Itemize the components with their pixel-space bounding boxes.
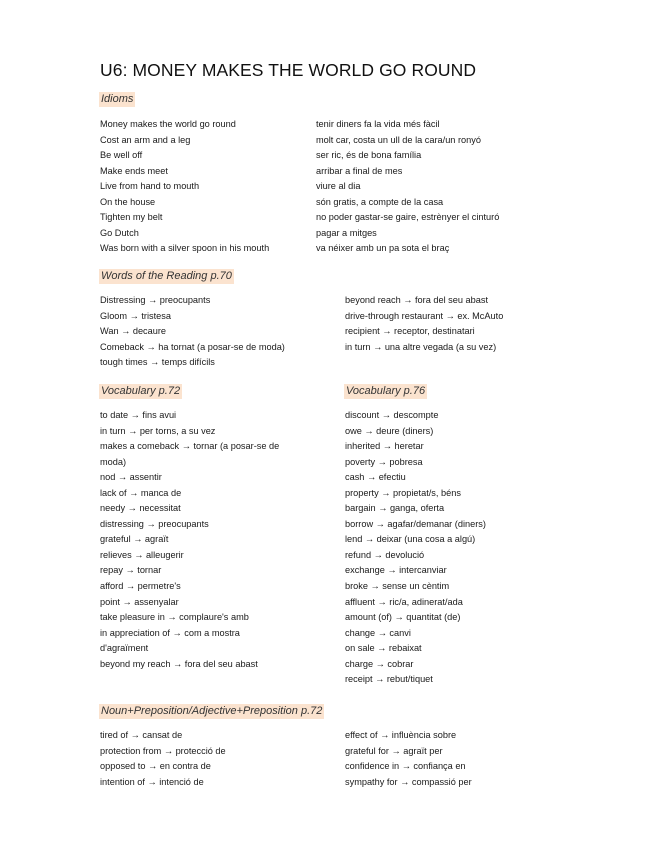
idiom-item: Tighten my belt	[100, 212, 163, 223]
vocab-item: discount → descompte	[345, 410, 439, 420]
vocab-item: distressing → preocupants	[100, 518, 209, 529]
vocab-item: moda)	[100, 456, 127, 467]
noun-prep-item: sympathy for → compassió per	[345, 776, 472, 787]
vocab-item: relieves → alleugerir	[100, 549, 184, 560]
noun-prep-item: grateful for → agraït per	[345, 745, 443, 756]
vocab-item: charge → cobrar	[345, 658, 414, 669]
vocab-item: borrow → agafar/demanar (diners)	[345, 518, 486, 529]
reading-item: drive-through restaurant → ex. McAuto	[345, 310, 504, 321]
vocab76-column	[345, 408, 486, 688]
vocab-item: poverty → pobresa	[345, 456, 423, 467]
reading-left-column	[100, 293, 285, 371]
idiom-item: Cost an arm and a leg	[100, 134, 191, 145]
idiom-translation: viure al dia	[316, 181, 361, 192]
idiom-item: On the house	[100, 196, 156, 207]
vocab-item: nod → assentir	[100, 472, 162, 483]
noun-prep-item: protection from → protecció de	[100, 745, 226, 756]
idiom-item: Be well off	[100, 150, 143, 161]
noun-prep-item: opposed to → en contra de	[100, 761, 211, 772]
reading-item: beyond reach → fora del seu abast	[345, 295, 489, 305]
idioms-english-column	[100, 117, 269, 257]
vocab-item: lend → deixar (una cosa a algú)	[345, 534, 476, 545]
vocab-item: beyond my reach → fora del seu abast	[100, 658, 258, 669]
idiom-item: Was born with a silver spoon in his mouth	[100, 243, 270, 254]
idiom-translation: arribar a final de mes	[316, 165, 403, 176]
reading-item: Gloom → tristesa	[100, 310, 171, 321]
idiom-translation: tenir diners fa la vida més fàcil	[316, 119, 440, 129]
reading-item: Wan → decaure	[100, 326, 167, 337]
vocab-item: affluent → ric/a, adinerat/ada	[345, 596, 463, 607]
noun-prep-right-column	[345, 728, 472, 790]
vocab72-heading: Vocabulary p.72	[101, 385, 181, 397]
vocab-item: property → propietat/s, béns	[345, 487, 461, 498]
idiom-translation: no poder gastar-se gaire, estrènyer el cinturó	[316, 212, 500, 223]
vocab-item: in turn → per torns, a su vez	[100, 425, 216, 436]
noun-prep-heading: Noun+Preposition/Adjective+Preposition p.72	[101, 705, 323, 717]
reading-item: in turn → una altre vegada (a su vez)	[345, 341, 497, 352]
reading-item: Distressing → preocupants	[100, 295, 211, 305]
vocab-item: inherited → heretar	[345, 441, 424, 452]
vocab-item: lack of → manca de	[100, 487, 182, 498]
vocab-item: owe → deure (diners)	[345, 425, 434, 436]
vocab-item: repay → tornar	[100, 565, 162, 576]
noun-prep-item: tired of → cansat de	[100, 730, 183, 740]
idiom-item: Make ends meet	[100, 165, 168, 176]
vocab-item: to date → fins avui	[100, 410, 177, 420]
noun-prep-item: intention of → intenció de	[100, 776, 204, 787]
idiom-item: Money makes the world go round	[100, 119, 236, 129]
idiom-translation: molt car, costa un ull de la cara/un ronyó	[316, 134, 481, 145]
idiom-item: Go Dutch	[100, 227, 139, 238]
reading-item: Comeback → ha tornat (a posar-se de moda)	[100, 341, 285, 352]
vocab-item: afford → permetre's	[100, 581, 181, 592]
vocab-item: cash → efectiu	[345, 472, 406, 483]
vocab-item: on sale → rebaixat	[345, 643, 422, 654]
reading-right-column	[345, 293, 503, 355]
noun-prep-left-column	[100, 728, 226, 790]
vocab72-column	[100, 408, 279, 672]
vocab-item: receipt → rebut/tiquet	[345, 674, 433, 685]
vocab-item: refund → devolució	[345, 549, 425, 560]
idioms-heading: Idioms	[101, 93, 134, 105]
vocab-item: in appreciation of → com a mostra	[100, 627, 240, 638]
reading-item: tough times → temps difícils	[100, 357, 215, 368]
noun-prep-item: confidence in → confiança en	[345, 761, 466, 772]
vocab-item: bargain → ganga, oferta	[345, 503, 445, 514]
vocab-item: point → assenyalar	[100, 596, 179, 607]
idiom-item: Live from hand to mouth	[100, 181, 200, 192]
noun-prep-item: effect of → influència sobre	[345, 730, 457, 740]
vocab-item: needy → necessitat	[100, 503, 181, 514]
vocab-item: change → canvi	[345, 627, 411, 638]
vocab-item: amount (of) → quantitat (de)	[345, 612, 461, 623]
vocab-item: broke → sense un cèntim	[345, 581, 450, 592]
idioms-translation-column	[316, 117, 499, 257]
page-title: U6: MONEY MAKES THE WORLD GO ROUND	[100, 60, 477, 80]
idiom-translation: pagar a mitges	[316, 227, 377, 238]
vocab-item: makes a comeback → tornar (a posar-se de	[100, 441, 280, 452]
idiom-translation: va néixer amb un pa sota el braç	[316, 243, 450, 254]
idiom-translation: ser ric, és de bona família	[316, 150, 422, 161]
vocab-item: exchange → intercanviar	[345, 565, 447, 576]
reading-heading: Words of the Reading p.70	[101, 270, 232, 282]
vocab-item: grateful → agraït	[100, 534, 169, 545]
idiom-translation: són gratis, a compte de la casa	[316, 196, 444, 207]
vocab76-heading: Vocabulary p.76	[346, 385, 426, 397]
vocab-item: d'agraïment	[100, 643, 149, 654]
vocab-item: take pleasure in → complaure's amb	[100, 612, 249, 623]
reading-item: recipient → receptor, destinatari	[345, 326, 475, 337]
